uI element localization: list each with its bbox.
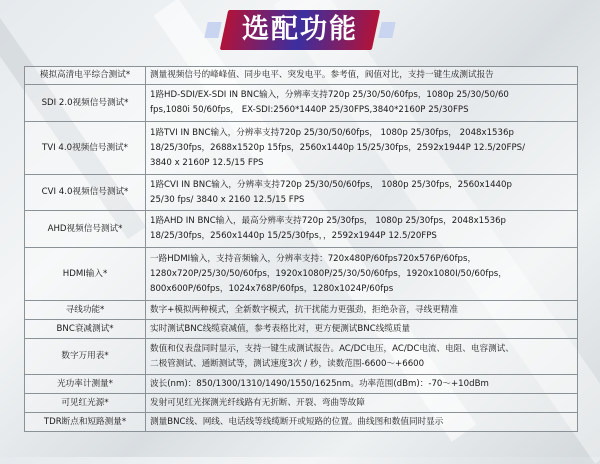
feature-description: 数字+模拟两种模式，全新数字模式，抗干扰能力更强劲，拒绝杂音，寻线更精准 (146, 301, 578, 320)
page-title: 选配功能 (242, 14, 358, 45)
feature-description: 实时测试BNC线缆衰减值，参考表格比对，更方便测试BNC线缆质量 (146, 320, 578, 339)
feature-description: 测量视频信号的峰峰值、同步电平、突发电平。参考值，阀值对比，支持一键生成测试报告 (146, 67, 578, 85)
table-row (25, 320, 578, 339)
table-row (25, 301, 578, 320)
feature-name: SDI 2.0视频信号测试* (25, 85, 146, 122)
feature-description: 1路AHD IN BNC输入，最高分辨率支持720p 25/30fps， 1080p 25/30fps，2048x1536p 18/25/30fps，2560x1440p 15/25/30fps，，2592x1944P 12.5/20FPS (146, 211, 578, 248)
table-row (25, 67, 578, 85)
options-table (24, 66, 578, 432)
table-row (25, 413, 578, 432)
feature-description: 发射可见红光探测光纤线路有无折断、开裂、弯曲等故障 (146, 394, 578, 413)
table-row (25, 248, 578, 301)
feature-description: 1路TVI IN BNC输入，分辨率支持720p 25/30/50/60fps， 1080p 25/30fps， 2048x1536p 18/25/30fps，2688x1520p 15fps，2560x1440p 15/25/30fps，2592x1944P 12.5/20FPS/ 3840 x 2160P 12.5/15 FPS (146, 122, 578, 175)
title-decoration (378, 22, 395, 38)
feature-name: AHD视频信号测试* (25, 211, 146, 248)
feature-name: 寻线功能* (25, 301, 146, 320)
feature-name: BNC衰减测试* (25, 320, 146, 339)
feature-name: 光功率计测量* (25, 375, 146, 394)
feature-name: 模拟高清电平综合测试* (25, 67, 146, 85)
title-decoration (204, 22, 221, 38)
feature-name: TVI 4.0视频信号测试* (25, 122, 146, 175)
table-row (25, 175, 578, 211)
table-row (25, 394, 578, 413)
feature-description: 数值和仪表盘同时显示，支持一键生成测试报告。AC/DC电压，AC/DC电流、电阻、电容测试、 二极管测试、通断测试等，测试速度3次 / 秒，读数范围-6600～+6600 (146, 339, 578, 375)
feature-name: HDMI输入* (25, 248, 146, 301)
title-banner (224, 10, 376, 50)
feature-description: 波长(nm)：850/1300/1310/1490/1550/1625nm。功率范围(dBm)：-70～+10dBm (146, 375, 578, 394)
feature-name: 可见红光源* (25, 394, 146, 413)
feature-description: 1路HD-SDI/EX-SDI IN BNC输入，分辨率支持720p 25/30/50/60fps，1080p 25/30/50/60 fps,1080i 50/60fps， EX-SDI:2560*1440P 25/30FPS,3840*2160P 25/30FPS (146, 85, 578, 122)
feature-description: 一路HDMI输入，支持音频输入，分辨率支持：720x480P/60fps720x576P/60fps， 1280x720P/25/30/50/60fps，1920x1080P/25/30/50/60fps，1920x1080I/50/60fps， 800x600P/60fps，1024x768P/60fps，1280x1024P/60fps (146, 248, 578, 301)
table-row (25, 85, 578, 122)
feature-description: 1路CVI IN BNC输入，分辨率支持720p 25/30/50/60fps， 1080p 25/30fps，2560x1440p 25/30 fps/ 3840 x 2160 12.5/15 FPS (146, 175, 578, 211)
feature-name: TDR断点和短路测量* (25, 413, 146, 432)
table-row (25, 122, 578, 175)
feature-description: 测量BNC线、网线、电话线等线缆断开或短路的位置。曲线图和数值同时显示 (146, 413, 578, 432)
feature-name: CVI 4.0视频信号测试* (25, 175, 146, 211)
table-row (25, 375, 578, 394)
table-row (25, 339, 578, 375)
feature-name: 数字万用表* (25, 339, 146, 375)
table-row (25, 211, 578, 248)
